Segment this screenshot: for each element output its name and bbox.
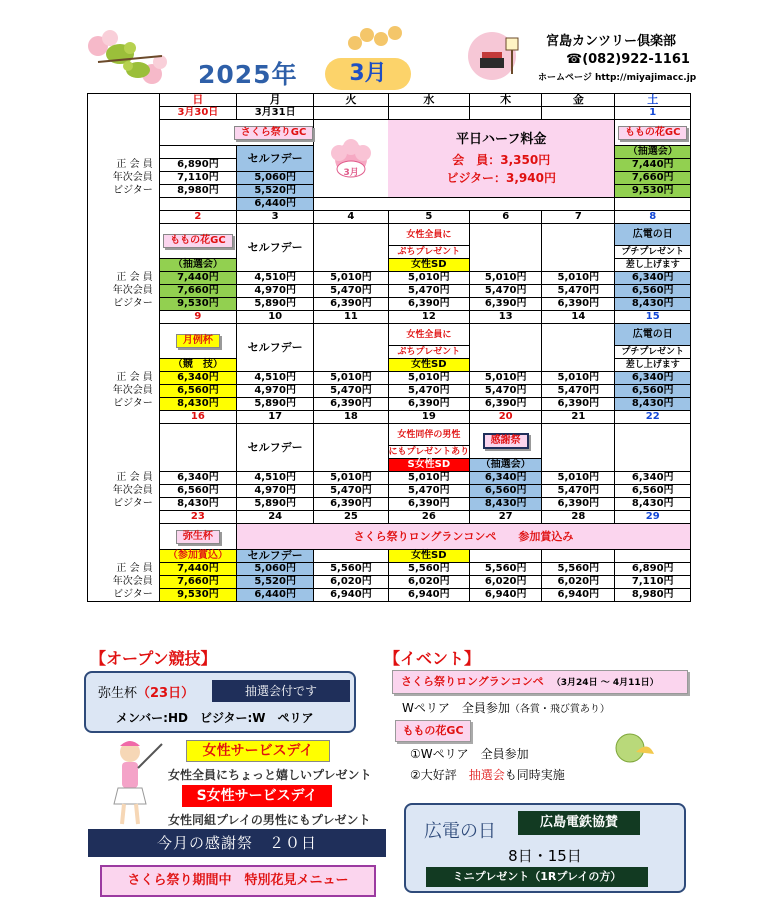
date-cell[interactable]: 3: [237, 211, 314, 224]
price-cell: 6,390円: [314, 398, 388, 411]
date-cell[interactable]: 23: [159, 511, 236, 524]
week4-dates: [88, 411, 691, 424]
price-cell: 6,020円: [470, 576, 542, 589]
date-cell[interactable]: 14: [542, 311, 615, 324]
price-cell: 5,470円: [314, 285, 388, 298]
date-cell[interactable]: 11: [314, 311, 388, 324]
momo-item-1: ①Wペリア 全員参加: [410, 747, 529, 761]
hiroden-day-label: 広電の日: [615, 224, 691, 246]
price-cell: 5,890円: [237, 398, 314, 411]
price-cell: 8,430円: [159, 398, 236, 411]
price-cell: 5,470円: [388, 485, 470, 498]
ladies-note: ぷちプレゼント: [388, 246, 470, 259]
date-cell[interactable]: 24: [237, 511, 314, 524]
weekday-header: [88, 94, 691, 107]
momo-gc-tag: ももの花GC: [163, 234, 233, 248]
date-cell[interactable]: 17: [237, 411, 314, 424]
row-label: 正 会 員: [88, 563, 160, 576]
price-cell: 5,470円: [388, 385, 470, 398]
s-ladies-service-day-tag: S女性サービスデイ: [182, 785, 332, 807]
mini-present-banner: ミニプレゼント（1Rプレイの方）: [426, 867, 648, 887]
events-heading: 【イベント】: [384, 649, 481, 668]
ladies-note: にもプレゼントあり: [388, 447, 470, 457]
price-cell: 9,530円: [615, 185, 691, 198]
price-cell: 5,010円: [470, 272, 542, 285]
week5-dates: [88, 511, 691, 524]
price-cell: 9,530円: [159, 589, 236, 602]
price-cell: 6,560円: [159, 485, 236, 498]
price-cell: 8,430円: [615, 398, 691, 411]
date-cell[interactable]: 19: [388, 411, 470, 424]
price-cell: 4,970円: [237, 285, 314, 298]
selfday-label: セルフデー: [237, 424, 314, 472]
sakura-badge-cell: [314, 120, 388, 198]
row-label: 正 会 員: [88, 372, 160, 385]
price-cell: 6,390円: [470, 298, 542, 311]
hiroden-dates: 8日・15日: [508, 847, 582, 865]
price-cell: 5,560円: [314, 563, 388, 576]
yayoi-label: 弥生杯（23日）: [98, 686, 195, 701]
date-cell[interactable]: 18: [314, 411, 388, 424]
price-cell: 6,020円: [314, 576, 388, 589]
sponsor-banner: 広島電鉄協賛: [518, 811, 640, 835]
price-cell: 5,010円: [542, 472, 615, 485]
weekday-thu: 木: [470, 94, 542, 107]
price-cell: 8,430円: [615, 298, 691, 311]
price-cell: 7,660円: [159, 285, 236, 298]
date-cell[interactable]: 10: [237, 311, 314, 324]
price-cell: 8,430円: [470, 498, 542, 511]
weekday-sat: 土: [615, 94, 691, 107]
homepage-url[interactable]: ホームページ http://miyajimacc.jp: [538, 73, 697, 83]
row-label: ビジター: [88, 185, 160, 198]
price-cell: 8,980円: [615, 589, 691, 602]
price-cell: 5,010円: [314, 372, 388, 385]
price-cell: 5,470円: [314, 485, 388, 498]
price-cell: 7,660円: [159, 576, 236, 589]
club-name: 宮島カンツリー倶楽部: [546, 34, 677, 49]
date-cell[interactable]: 9: [159, 311, 236, 324]
calendar-table: [87, 93, 691, 602]
hina-illustration: [466, 30, 522, 84]
price-cell: 7,440円: [159, 563, 236, 576]
selfday-label: セルフデー: [237, 550, 314, 563]
present-note: プチプレゼント: [615, 246, 691, 259]
ladies-note: 女性全員に: [388, 324, 470, 346]
longrun-desc: Wペリア 全員参加（各賞・飛び賞あり）: [402, 701, 610, 715]
price-cell: 6,390円: [470, 398, 542, 411]
price-cell: 5,560円: [542, 563, 615, 576]
date-cell[interactable]: 21: [542, 411, 615, 424]
date-cell[interactable]: 28: [542, 511, 615, 524]
price-cell: 4,510円: [237, 272, 314, 285]
date-cell[interactable]: 29: [615, 511, 691, 524]
date-cell[interactable]: 2: [159, 211, 236, 224]
phone-number: ☎(082)922-1161: [566, 52, 690, 67]
date-cell[interactable]: 3月31日: [237, 107, 314, 120]
price-cell: 5,890円: [237, 498, 314, 511]
price-cell: 6,340円: [470, 472, 542, 485]
sakura-badge-text: 3月: [343, 167, 359, 178]
price-cell: 5,470円: [542, 385, 615, 398]
price-cell: 5,010円: [542, 272, 615, 285]
price-cell: 5,010円: [470, 372, 542, 385]
price-cell: 8,430円: [159, 498, 236, 511]
golfer-illustration: [92, 738, 168, 834]
row-label: 年次会員: [88, 385, 160, 398]
price-cell: 6,940円: [314, 589, 388, 602]
date-cell[interactable]: 12: [388, 311, 470, 324]
monthly-cup-tag: 月例杯: [176, 334, 220, 348]
half-price-box: [388, 120, 615, 198]
row-label: 正 会 員: [88, 272, 160, 285]
s-ladies-sd-tag: S女性SD: [388, 459, 470, 472]
yayoi-box: [84, 671, 356, 733]
weekday-fri: 金: [542, 94, 615, 107]
price-cell: 7,110円: [159, 172, 236, 185]
row-label: 年次会員: [88, 576, 160, 589]
price-cell: 5,560円: [388, 563, 470, 576]
price-cell: 6,390円: [542, 498, 615, 511]
price-cell: 6,340円: [615, 372, 691, 385]
row-label: 正 会 員: [88, 159, 160, 172]
lottery-note: （抽選会）: [470, 459, 542, 472]
ladies-service-note: 女性全員にちょっと嬉しいプレゼント: [168, 768, 372, 782]
price-cell: 6,020円: [388, 576, 470, 589]
price-cell: 6,940円: [470, 589, 542, 602]
price-cell: 7,660円: [615, 172, 691, 185]
date-cell[interactable]: 20: [470, 411, 542, 424]
thanks-festival-banner: 今月の感謝祭 ２０日: [88, 829, 386, 857]
price-cell: 6,390円: [542, 398, 615, 411]
hiroden-title: 広電の日: [424, 821, 496, 842]
date-cell[interactable]: 13: [470, 311, 542, 324]
price-cell: 8,980円: [159, 185, 236, 198]
price-cell: 6,440円: [237, 198, 314, 211]
week3-dates: [88, 311, 691, 324]
price-cell: 4,510円: [237, 372, 314, 385]
date-cell[interactable]: 25: [314, 511, 388, 524]
price-cell: 6,390円: [542, 298, 615, 311]
present-note: 差し上げます: [615, 359, 691, 372]
row-label: ビジター: [88, 498, 160, 511]
row-label: ビジター: [88, 298, 160, 311]
row-label: ビジター: [88, 398, 160, 411]
bird-illustration: [88, 28, 168, 92]
momo-item-2: ②大好評 抽選会も同時実施: [410, 768, 565, 782]
momo-gc-tag: ももの花GC: [618, 126, 688, 140]
price-cell: 4,970円: [237, 385, 314, 398]
price-cell: 4,970円: [237, 485, 314, 498]
price-cell: 6,340円: [159, 372, 236, 385]
price-cell: 6,560円: [470, 485, 542, 498]
longrun-tag: さくら祭りロングランコンペ （3月24日 ～ 4月11日）: [392, 670, 688, 694]
half-title: 平日ハーフ料金: [456, 131, 547, 147]
thanks-festival-tag: 感謝祭: [483, 433, 529, 449]
half-visitor-price: ビジター：3,940円: [446, 170, 556, 185]
date-cell[interactable]: 5: [388, 211, 470, 224]
present-note: 差し上げます: [615, 259, 691, 272]
price-cell: 6,390円: [388, 298, 470, 311]
ladies-sd-tag: 女性SD: [388, 259, 470, 272]
price-cell: 5,010円: [314, 272, 388, 285]
row-label: 年次会員: [88, 172, 160, 185]
price-cell: 5,010円: [388, 372, 470, 385]
price-cell: 6,560円: [615, 485, 691, 498]
price-cell: 6,560円: [159, 385, 236, 398]
date-cell[interactable]: 16: [159, 411, 236, 424]
date-cell[interactable]: 7: [542, 211, 615, 224]
year-title: 2025年: [198, 60, 298, 89]
price-cell: 8,430円: [615, 498, 691, 511]
ladies-service-day-tag: 女性サービスデイ: [186, 740, 330, 762]
price-cell: 6,340円: [159, 472, 236, 485]
weekday-mon: 月: [237, 94, 314, 107]
price-cell: 6,390円: [388, 398, 470, 411]
ladies-sd-tag: 女性SD: [388, 550, 470, 563]
yayoi-cup-tag: 弥生杯: [176, 530, 220, 544]
hanami-menu-banner: さくら祭り期間中 特別花見メニュー: [100, 865, 376, 897]
ladies-note: 女性同伴の男性: [388, 424, 470, 446]
price-cell: 5,010円: [314, 472, 388, 485]
price-cell: 6,560円: [615, 285, 691, 298]
price-cell: 6,340円: [615, 272, 691, 285]
lottery-banner: 抽選会付です: [212, 680, 350, 702]
price-cell: 6,940円: [542, 589, 615, 602]
price-cell: 6,390円: [314, 298, 388, 311]
hiroden-day-label: 広電の日: [615, 324, 691, 346]
half-member-price: 会 員：3,350円: [452, 152, 551, 167]
month-badge: 3月: [325, 58, 411, 90]
price-cell: 7,110円: [615, 576, 691, 589]
date-cell[interactable]: 6: [470, 211, 542, 224]
price-cell: 5,470円: [542, 285, 615, 298]
date-cell[interactable]: 8: [615, 211, 691, 224]
lottery-note: （抽選会）: [615, 146, 691, 159]
price-cell: 5,560円: [470, 563, 542, 576]
price-cell: 5,010円: [542, 372, 615, 385]
price-cell: 4,510円: [237, 472, 314, 485]
format-text: メンバー:HD ビジター:W ペリア: [116, 711, 314, 725]
date-cell[interactable]: 1: [615, 107, 691, 120]
weekday-wed: 水: [388, 94, 470, 107]
price-cell: 5,520円: [237, 576, 314, 589]
price-cell: 6,560円: [615, 385, 691, 398]
date-cell[interactable]: 3月30日: [159, 107, 236, 120]
row-label: ビジター: [88, 589, 160, 602]
price-cell: 6,440円: [237, 589, 314, 602]
lottery-note: （抽選会）: [159, 259, 236, 272]
longrun-banner: さくら祭りロングランコンペ 参加賞込み: [237, 524, 691, 550]
row-label: 年次会員: [88, 485, 160, 498]
week2-dates: [88, 211, 691, 224]
date-cell[interactable]: 26: [388, 511, 470, 524]
hiroden-box: [404, 803, 686, 893]
price-cell: 5,010円: [388, 472, 470, 485]
price-cell: 5,520円: [237, 185, 314, 198]
ladies-note: ぷちプレゼント: [388, 346, 470, 359]
price-cell: 6,020円: [542, 576, 615, 589]
week1-dates: [88, 107, 691, 120]
price-cell: 6,340円: [615, 472, 691, 485]
selfday-label: セルフデー: [237, 324, 314, 372]
row-label: 年次会員: [88, 285, 160, 298]
price-cell: 7,440円: [615, 159, 691, 172]
price-cell: 7,440円: [159, 272, 236, 285]
ladies-sd-tag: 女性SD: [388, 359, 470, 372]
row-label: 正 会 員: [88, 472, 160, 485]
price-cell: 6,890円: [615, 563, 691, 576]
weekday-sun: 日: [159, 94, 236, 107]
present-note: プチプレゼント: [615, 346, 691, 359]
price-cell: 5,060円: [237, 563, 314, 576]
price-cell: 6,940円: [388, 589, 470, 602]
price-cell: 5,470円: [470, 385, 542, 398]
sakura-gc-tag: さくら祭りGC: [234, 126, 314, 140]
price-cell: 6,890円: [159, 159, 236, 172]
ladies-note: 女性全員に: [388, 224, 470, 246]
price-cell: 5,890円: [237, 298, 314, 311]
selfday-label: セルフデー: [237, 224, 314, 272]
s-ladies-service-note: 女性同組プレイの男性にもプレゼント: [168, 813, 371, 827]
date-cell[interactable]: 22: [615, 411, 691, 424]
melon-illustration: [612, 730, 656, 768]
price-cell: 5,470円: [314, 385, 388, 398]
date-cell[interactable]: 15: [615, 311, 691, 324]
price-cell: 5,470円: [470, 285, 542, 298]
price-cell: 5,060円: [237, 172, 314, 185]
momo-gc-event-tag: ももの花GC: [395, 720, 471, 742]
entry-prize-note: （参加賞込）: [159, 550, 236, 563]
competition-note: （競 技）: [159, 359, 236, 372]
date-cell[interactable]: 27: [470, 511, 542, 524]
open-heading: 【オープン競技】: [90, 649, 217, 668]
selfday-label: セルフデー: [237, 146, 314, 172]
price-cell: 6,390円: [388, 498, 470, 511]
weekday-tue: 火: [314, 94, 388, 107]
date-cell[interactable]: 4: [314, 211, 388, 224]
price-cell: 9,530円: [159, 298, 236, 311]
price-cell: 5,470円: [542, 485, 615, 498]
price-cell: 5,010円: [388, 272, 470, 285]
price-cell: 5,470円: [388, 285, 470, 298]
price-cell: 6,390円: [314, 498, 388, 511]
